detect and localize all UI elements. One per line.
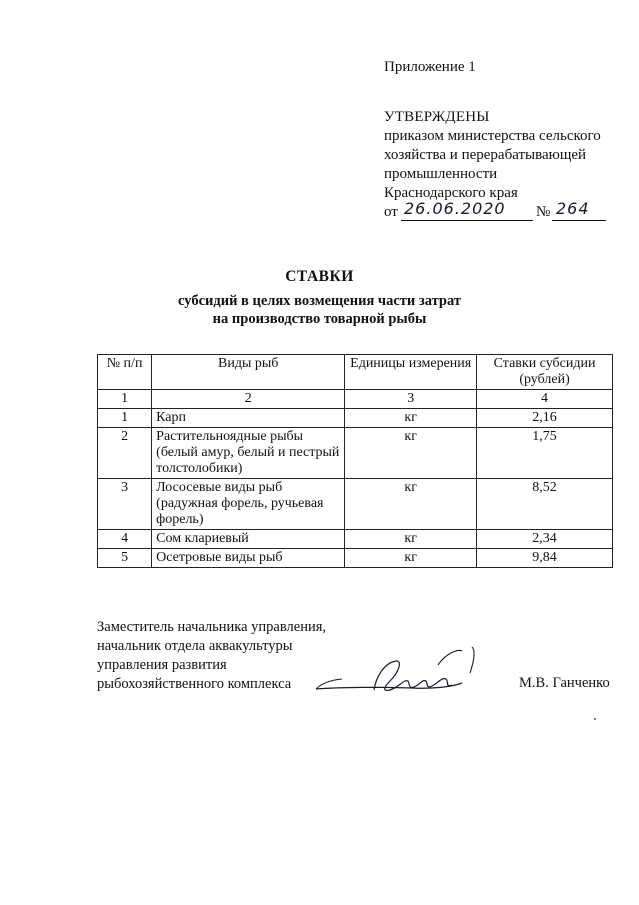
table-row bbox=[98, 428, 613, 479]
date-underline bbox=[401, 220, 533, 221]
row-rate: 2,34 bbox=[477, 530, 613, 549]
handwritten-number: 264 bbox=[556, 199, 590, 218]
row-fish-type: Сом клариевый bbox=[152, 530, 345, 549]
header-unit: Единицы измерения bbox=[345, 355, 477, 390]
table-row bbox=[98, 409, 613, 428]
row-number: 1 bbox=[98, 409, 152, 428]
signer-name: М.В. Ганченко bbox=[519, 675, 610, 691]
handwritten-date: 26.06.2020 bbox=[404, 199, 506, 218]
header-fish-type: Виды рыб bbox=[152, 355, 345, 390]
row-number: 4 bbox=[98, 530, 152, 549]
title-main: СТАВКИ bbox=[285, 268, 354, 285]
row-rate: 8,52 bbox=[477, 479, 613, 530]
approval-line: промышленности bbox=[384, 166, 498, 182]
row-unit: кг bbox=[345, 428, 477, 479]
number-prefix: № bbox=[536, 204, 551, 220]
date-prefix: от bbox=[384, 204, 398, 220]
row-rate: 2,16 bbox=[477, 409, 613, 428]
signature-block bbox=[97, 618, 326, 694]
index-cell: 4 bbox=[477, 390, 613, 409]
row-unit: кг bbox=[345, 479, 477, 530]
signer-position-line: рыбохозяйственного комплекса bbox=[97, 676, 292, 692]
row-fish-type: Лососевые виды рыб (радужная форель, ручьевая форель) bbox=[152, 479, 345, 530]
speck bbox=[594, 718, 596, 720]
row-unit: кг bbox=[345, 409, 477, 428]
index-cell: 2 bbox=[152, 390, 345, 409]
header-rate: Ставки субсидии (рублей) bbox=[477, 355, 613, 390]
row-fish-type: Растительноядные рыбы (белый амур, белый и пестрый толстолобики) bbox=[152, 428, 345, 479]
row-unit: кг bbox=[345, 530, 477, 549]
subsidy-rates-table bbox=[97, 354, 613, 568]
signer-position-line: начальник отдела аквакультуры bbox=[97, 638, 293, 654]
row-rate: 9,84 bbox=[477, 549, 613, 568]
index-cell: 3 bbox=[345, 390, 477, 409]
approval-block bbox=[384, 108, 624, 223]
row-number: 3 bbox=[98, 479, 152, 530]
table-header-row bbox=[98, 355, 613, 390]
header-number: № п/п bbox=[98, 355, 152, 390]
row-rate: 1,75 bbox=[477, 428, 613, 479]
title-line-1: субсидий в целях возмещения части затрат bbox=[178, 293, 461, 309]
document-title bbox=[0, 268, 639, 328]
row-number: 5 bbox=[98, 549, 152, 568]
approval-heading: УТВЕРЖДЕНЫ bbox=[384, 109, 490, 125]
table-row bbox=[98, 479, 613, 530]
signer-position-line: управления развития bbox=[97, 657, 227, 673]
table-row bbox=[98, 530, 613, 549]
index-cell: 1 bbox=[98, 390, 152, 409]
row-unit: кг bbox=[345, 549, 477, 568]
table-index-row bbox=[98, 390, 613, 409]
table-row bbox=[98, 549, 613, 568]
signer-position-line: Заместитель начальника управления, bbox=[97, 619, 327, 635]
number-underline bbox=[552, 220, 606, 221]
appendix-label: Приложение 1 bbox=[384, 59, 476, 75]
row-fish-type: Карп bbox=[152, 409, 345, 428]
approval-date-number-line bbox=[384, 199, 624, 223]
row-number: 2 bbox=[98, 428, 152, 479]
approval-line: хозяйства и перерабатывающей bbox=[384, 147, 587, 163]
approval-line: Краснодарского края bbox=[384, 185, 518, 201]
row-fish-type: Осетровые виды рыб bbox=[152, 549, 345, 568]
title-line-2: на производство товарной рыбы bbox=[212, 311, 427, 327]
approval-line: приказом министерства сельского bbox=[384, 128, 601, 144]
handwritten-signature bbox=[312, 643, 492, 705]
